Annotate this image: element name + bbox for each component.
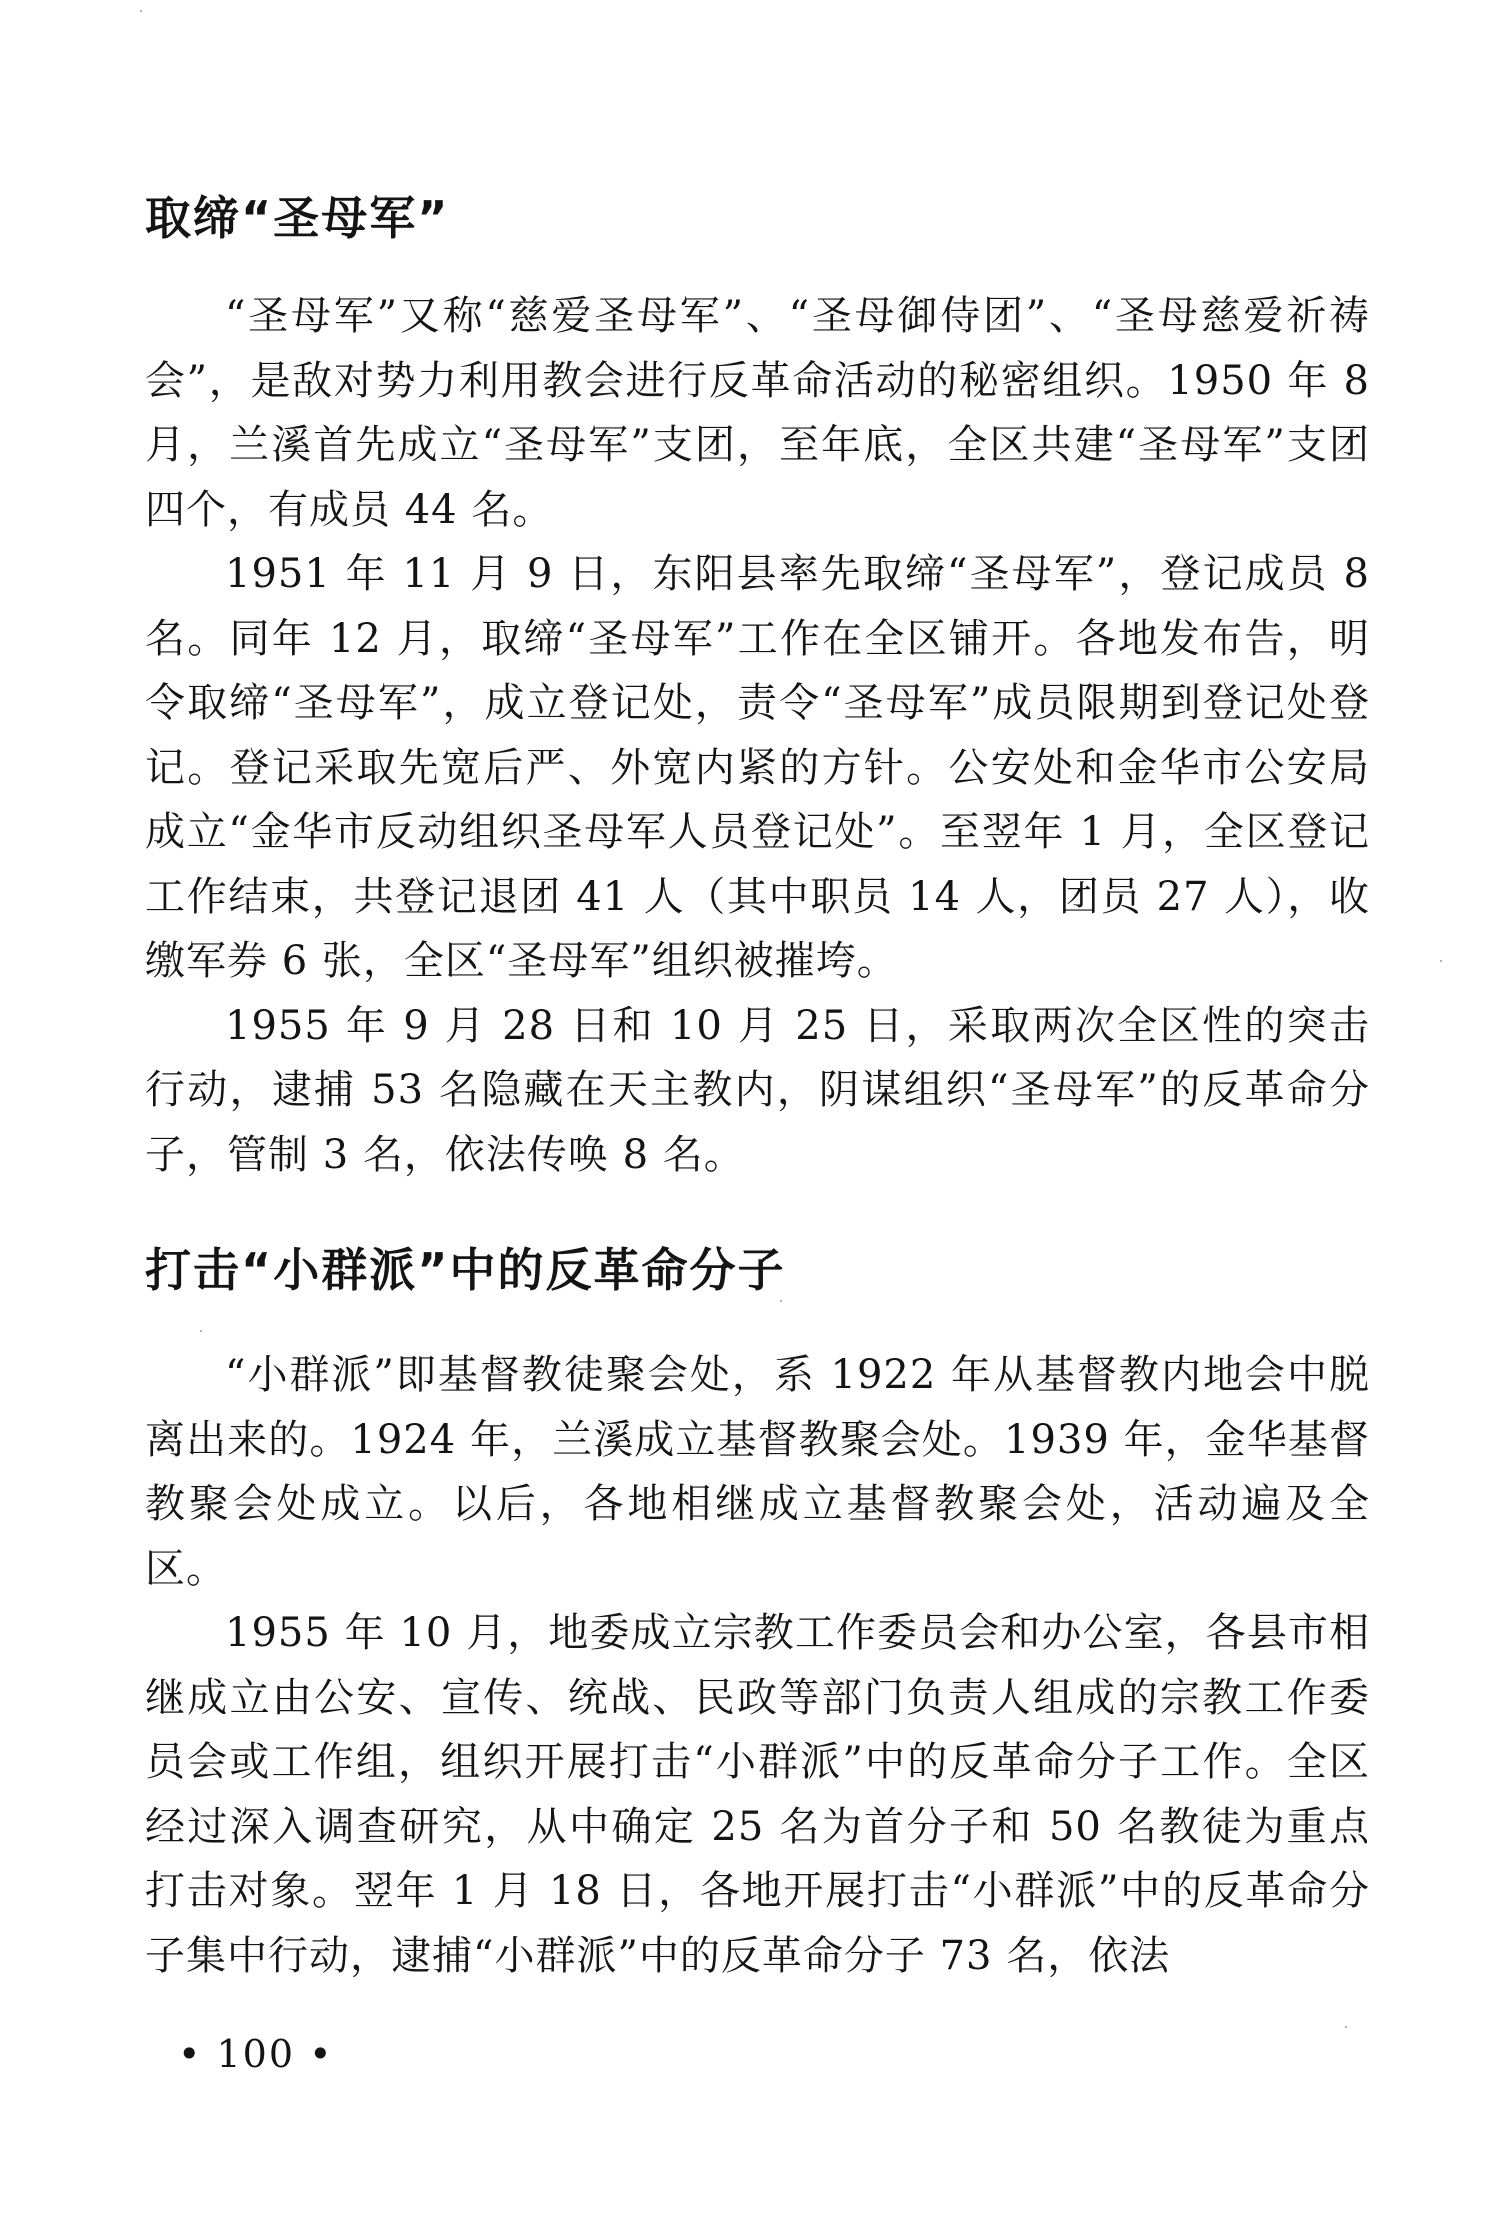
section-body-little-flock (145, 1343, 1370, 1988)
section-title-little-flock: 打击“小群派”中的反革命分子 (145, 1243, 786, 1297)
scan-speck (140, 10, 142, 12)
scan-speck (780, 1300, 782, 1302)
page-number: • 100 • (178, 2032, 334, 2076)
scan-speck (1440, 960, 1442, 962)
paragraph: “圣母军”又称“慈爱圣母军”、“圣母御侍团”、“圣母慈爱祈祷会”，是敌对势力利用教会进行反革命活动的秘密组织。1950 年 8 月，兰溪首先成立“圣母军”支团，至年底，全区共建“圣母军”支团四个，有成员 44 名。 (145, 293, 1370, 533)
section-body-ban-legion-of-mary (145, 284, 1370, 1187)
paragraph: 1955 年 9 月 28 日和 10 月 25 日，采取两次全区性的突击行动，逮捕 53 名隐藏在天主教内，阴谋组织“圣母军”的反革命分子，管制 3 名，依法传唤 8 名。 (145, 1002, 1370, 1178)
scan-speck (200, 1330, 202, 1332)
scan-speck (1345, 2026, 1347, 2028)
section-title-ban-legion-of-mary: 取缔“圣母军” (145, 191, 450, 245)
paragraph: 1951 年 11 月 9 日，东阳县率先取缔“圣母军”，登记成员 8 名。同年 12 月，取缔“圣母军”工作在全区铺开。各地发布告，明令取缔“圣母军”，成立登记处，责令“圣母军”成员限期到登记处登记。登记采取先宽后严、外宽内紧的方针。公安处和金华市公安局成立“金华市反动组织圣母军人员登记处”。至翌年 1 月，全区登记工作结束，共登记退团 41 人（其中职员 14 人，团员 27 人），收缴军券 6 张，全区“圣母军”组织被摧垮。 (145, 551, 1370, 984)
paragraph: 1955 年 10 月，地委成立宗教工作委员会和办公室，各县市相继成立由公安、宣传、统战、民政等部门负责人组成的宗教工作委员会或工作组，组织开展打击“小群派”中的反革命分子工作。全区经过深入调查研究，从中确定 25 名为首分子和 50 名教徒为重点打击对象。翌年 1 月 18 日，各地开展打击“小群派”中的反革命分子集中行动，逮捕“小群派”中的反革命分子 73 名，依法 (145, 1610, 1370, 1979)
paragraph: “小群派”即基督教徒聚会处，系 1922 年从基督教内地会中脱离出来的。1924 年，兰溪成立基督教聚会处。1939 年，金华基督教聚会处成立。以后，各地相继成立基督教聚会处，活动遍及全区。 (145, 1352, 1370, 1592)
